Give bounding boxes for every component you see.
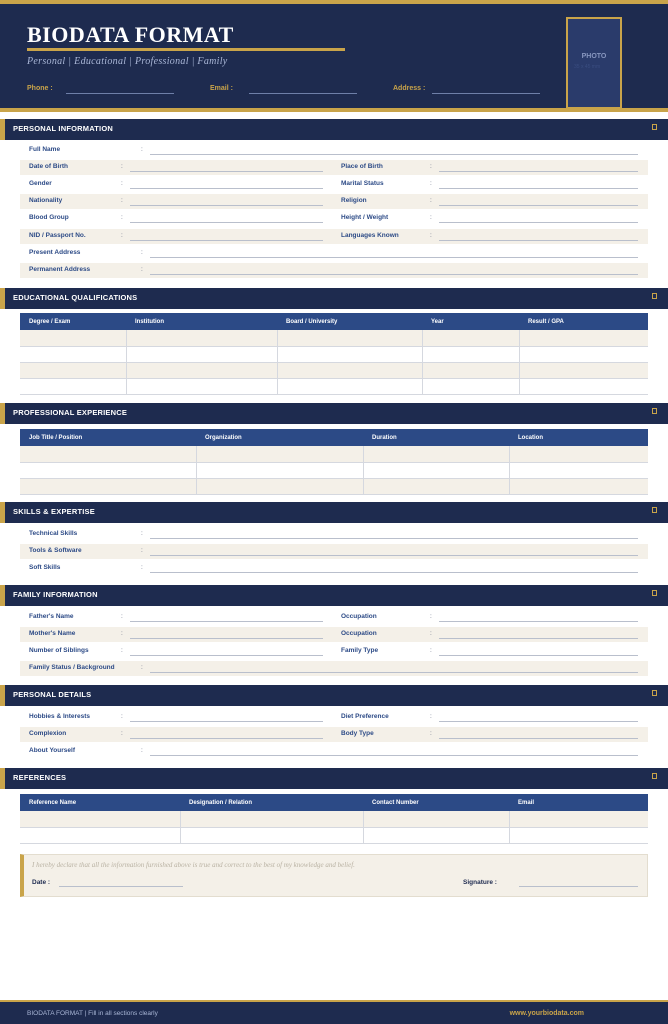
table-row <box>20 346 648 362</box>
table-header-row <box>20 429 648 446</box>
column-header: Year <box>422 313 519 330</box>
row-family-background <box>20 661 648 676</box>
row-gender <box>20 177 648 192</box>
table-cell[interactable] <box>363 478 509 494</box>
siblings-label: Number of Siblings <box>29 647 89 654</box>
table-cell[interactable] <box>20 330 126 346</box>
soft-skills-field[interactable] <box>150 572 638 573</box>
section-marker-icon <box>652 124 657 130</box>
complexion-label: Complexion <box>29 730 67 737</box>
address-field[interactable] <box>432 93 540 94</box>
colon: : <box>430 214 432 221</box>
colon: : <box>430 232 432 239</box>
section-educational-qualifications <box>0 288 668 309</box>
date-of-birth-label: Date of Birth <box>29 163 68 170</box>
table-cell[interactable] <box>422 378 519 394</box>
mother-name-label: Mother's Name <box>29 630 76 637</box>
full-name-field[interactable] <box>150 154 638 155</box>
religion-label: Religion <box>341 197 367 204</box>
father-occupation-label: Occupation <box>341 613 377 620</box>
table-cell[interactable] <box>20 811 180 827</box>
diet-label: Diet Preference <box>341 713 389 720</box>
column-header: Result / GPA <box>519 313 648 330</box>
section-title: REFERENCES <box>13 773 67 782</box>
column-header: Contact Number <box>363 794 509 811</box>
table-cell[interactable] <box>126 330 277 346</box>
column-header: Location <box>509 429 648 446</box>
table-cell[interactable] <box>20 378 126 394</box>
table-cell[interactable] <box>509 827 648 843</box>
column-header: Job Title / Position <box>20 429 196 446</box>
title-underline <box>27 48 345 51</box>
permanent-address-label: Permanent Address <box>29 266 91 273</box>
table-cell[interactable] <box>20 478 196 494</box>
table-cell[interactable] <box>180 827 363 843</box>
languages-label: Languages Known <box>341 232 399 239</box>
section-marker-icon <box>652 293 657 299</box>
colon: : <box>430 613 432 620</box>
colon: : <box>121 197 123 204</box>
colon: : <box>121 630 123 637</box>
table-cell[interactable] <box>20 827 180 843</box>
section-family-information <box>0 585 668 606</box>
row-present-address <box>20 246 648 261</box>
technical-skills-field[interactable] <box>150 538 638 539</box>
colon: : <box>121 713 123 720</box>
table-cell[interactable] <box>422 330 519 346</box>
section-personal-information <box>0 119 668 140</box>
table-row <box>20 446 648 462</box>
languages-field[interactable] <box>439 240 638 241</box>
section-references <box>0 768 668 789</box>
family-type-field[interactable] <box>439 655 638 656</box>
row-nid <box>20 229 648 244</box>
document-header <box>0 0 668 112</box>
column-header: Institution <box>126 313 277 330</box>
row-tools-software <box>20 544 648 559</box>
row-soft-skills <box>20 561 648 576</box>
date-field[interactable] <box>59 886 183 887</box>
about-field[interactable] <box>150 755 638 756</box>
column-header: Designation / Relation <box>180 794 363 811</box>
colon: : <box>121 647 123 654</box>
nid-label: NID / Passport No. <box>29 232 86 239</box>
table-cell[interactable] <box>196 478 363 494</box>
father-name-field[interactable] <box>130 621 323 622</box>
column-header: Degree / Exam <box>20 313 126 330</box>
signature-label: Signature : <box>463 879 497 886</box>
column-header: Reference Name <box>20 794 180 811</box>
father-occupation-field[interactable] <box>439 621 638 622</box>
section-marker-icon <box>652 590 657 596</box>
address-label: Address : <box>393 85 426 92</box>
row-father <box>20 610 648 625</box>
colon: : <box>430 180 432 187</box>
colon: : <box>141 564 143 571</box>
footer-website-link[interactable]: www.yourbiodata.com <box>509 1010 584 1017</box>
table-cell[interactable] <box>422 346 519 362</box>
colon: : <box>141 249 143 256</box>
row-about <box>20 744 648 759</box>
document-title: BIODATA FORMAT <box>27 22 234 47</box>
gender-label: Gender <box>29 180 52 187</box>
mother-occupation-field[interactable] <box>439 638 638 639</box>
table-cell[interactable] <box>20 462 196 478</box>
table-cell[interactable] <box>180 811 363 827</box>
table-cell[interactable] <box>509 478 648 494</box>
row-blood-group <box>20 211 648 226</box>
table-header-row <box>20 313 648 330</box>
height-weight-label: Height / Weight <box>341 214 389 221</box>
email-label: Email : <box>210 85 233 92</box>
table-header-row <box>20 794 648 811</box>
column-header: Duration <box>363 429 509 446</box>
table-row <box>20 362 648 378</box>
row-birth <box>20 160 648 175</box>
table-cell[interactable] <box>277 362 422 378</box>
experience-table <box>20 429 648 495</box>
date-label: Date : <box>32 879 51 886</box>
table-cell[interactable] <box>196 446 363 462</box>
column-header: Organization <box>196 429 363 446</box>
tools-software-label: Tools & Software <box>29 547 82 554</box>
row-full-name <box>20 143 648 158</box>
table-cell[interactable] <box>126 346 277 362</box>
signature-field[interactable] <box>519 886 638 887</box>
photo-box[interactable] <box>566 17 622 109</box>
section-marker-icon <box>652 690 657 696</box>
table-cell[interactable] <box>126 362 277 378</box>
colon: : <box>141 747 143 754</box>
soft-skills-label: Soft Skills <box>29 564 61 571</box>
table-row <box>20 378 648 394</box>
colon: : <box>121 214 123 221</box>
present-address-field[interactable] <box>150 257 638 258</box>
family-type-label: Family Type <box>341 647 379 654</box>
email-field[interactable] <box>249 93 357 94</box>
row-hobbies <box>20 710 648 725</box>
table-cell[interactable] <box>519 362 648 378</box>
references-table <box>20 794 648 844</box>
table-cell[interactable] <box>519 330 648 346</box>
section-marker-icon <box>652 507 657 513</box>
page-footer <box>0 1000 668 1024</box>
row-siblings <box>20 644 648 659</box>
section-title: PERSONAL DETAILS <box>13 690 92 699</box>
permanent-address-field[interactable] <box>150 274 638 275</box>
body-type-field[interactable] <box>439 738 638 739</box>
siblings-field[interactable] <box>130 655 323 656</box>
column-header: Board / University <box>277 313 422 330</box>
table-cell[interactable] <box>277 330 422 346</box>
table-cell[interactable] <box>509 446 648 462</box>
table-cell[interactable] <box>20 362 126 378</box>
section-professional-experience <box>0 403 668 424</box>
complexion-field[interactable] <box>130 738 323 739</box>
full-name-label: Full Name <box>29 146 61 153</box>
blood-group-field[interactable] <box>130 222 323 223</box>
document-subtitle: Personal | Educational | Professional | Family <box>27 56 228 67</box>
table-cell[interactable] <box>363 827 509 843</box>
colon: : <box>121 232 123 239</box>
place-of-birth-field[interactable] <box>439 171 638 172</box>
father-name-label: Father's Name <box>29 613 74 620</box>
colon: : <box>121 730 123 737</box>
nationality-field[interactable] <box>130 205 323 206</box>
table-cell[interactable] <box>20 346 126 362</box>
date-of-birth-field[interactable] <box>130 171 323 172</box>
nid-field[interactable] <box>130 240 323 241</box>
table-cell[interactable] <box>519 346 648 362</box>
present-address-label: Present Address <box>29 249 81 256</box>
table-cell[interactable] <box>20 446 196 462</box>
table-cell[interactable] <box>277 378 422 394</box>
diet-field[interactable] <box>439 721 638 722</box>
marital-status-field[interactable] <box>439 188 638 189</box>
colon: : <box>430 630 432 637</box>
table-row <box>20 462 648 478</box>
religion-field[interactable] <box>439 205 638 206</box>
section-title: PERSONAL INFORMATION <box>13 124 113 133</box>
section-marker-icon <box>652 773 657 779</box>
marital-status-label: Marital Status <box>341 180 384 187</box>
hobbies-label: Hobbies & Interests <box>29 713 91 720</box>
table-row <box>20 330 648 346</box>
table-cell[interactable] <box>519 378 648 394</box>
colon: : <box>430 197 432 204</box>
section-skills-expertise <box>0 502 668 523</box>
table-cell[interactable] <box>509 811 648 827</box>
family-background-field[interactable] <box>150 672 638 673</box>
colon: : <box>430 647 432 654</box>
height-weight-field[interactable] <box>439 222 638 223</box>
nationality-label: Nationality <box>29 197 63 204</box>
table-cell[interactable] <box>509 462 648 478</box>
colon: : <box>430 713 432 720</box>
colon: : <box>141 146 143 153</box>
education-table <box>20 313 648 395</box>
section-title: SKILLS & EXPERTISE <box>13 507 95 516</box>
row-technical-skills <box>20 527 648 542</box>
row-nationality <box>20 194 648 209</box>
table-cell[interactable] <box>277 346 422 362</box>
colon: : <box>121 163 123 170</box>
row-complexion <box>20 727 648 742</box>
colon: : <box>141 530 143 537</box>
tools-software-field[interactable] <box>150 555 638 556</box>
section-title: PROFESSIONAL EXPERIENCE <box>13 408 128 417</box>
body-type-label: Body Type <box>341 730 374 737</box>
table-row <box>20 478 648 494</box>
table-cell[interactable] <box>422 362 519 378</box>
table-row <box>20 811 648 827</box>
photo-size-label: 35 x 45 mm <box>574 64 601 70</box>
colon: : <box>141 664 143 671</box>
row-mother <box>20 627 648 642</box>
gender-field[interactable] <box>130 188 323 189</box>
table-cell[interactable] <box>363 811 509 827</box>
colon: : <box>121 613 123 620</box>
row-permanent-address <box>20 263 648 278</box>
colon: : <box>121 180 123 187</box>
declaration-text: I hereby declare that all the information furnished above is true and correct to the best of my knowledge and belief. <box>32 861 355 869</box>
table-cell[interactable] <box>126 378 277 394</box>
declaration-box <box>20 854 648 897</box>
colon: : <box>430 163 432 170</box>
blood-group-label: Blood Group <box>29 214 69 221</box>
table-cell[interactable] <box>363 446 509 462</box>
place-of-birth-label: Place of Birth <box>341 163 383 170</box>
section-title: FAMILY INFORMATION <box>13 590 98 599</box>
mother-name-field[interactable] <box>130 638 323 639</box>
table-cell[interactable] <box>363 462 509 478</box>
family-background-label: Family Status / Background <box>29 664 115 671</box>
column-header: Email <box>509 794 648 811</box>
section-personal-details <box>0 685 668 706</box>
colon: : <box>141 547 143 554</box>
table-row <box>20 827 648 843</box>
photo-label: PHOTO <box>581 53 607 60</box>
footer-note: BIODATA FORMAT | Fill in all sections clearly <box>27 1010 158 1017</box>
colon: : <box>141 266 143 273</box>
section-marker-icon <box>652 408 657 414</box>
hobbies-field[interactable] <box>130 721 323 722</box>
mother-occupation-label: Occupation <box>341 630 377 637</box>
about-label: About Yourself <box>29 747 75 754</box>
phone-field[interactable] <box>66 93 174 94</box>
colon: : <box>430 730 432 737</box>
technical-skills-label: Technical Skills <box>29 530 78 537</box>
table-cell[interactable] <box>196 462 363 478</box>
section-title: EDUCATIONAL QUALIFICATIONS <box>13 293 138 302</box>
phone-label: Phone : <box>27 85 53 92</box>
